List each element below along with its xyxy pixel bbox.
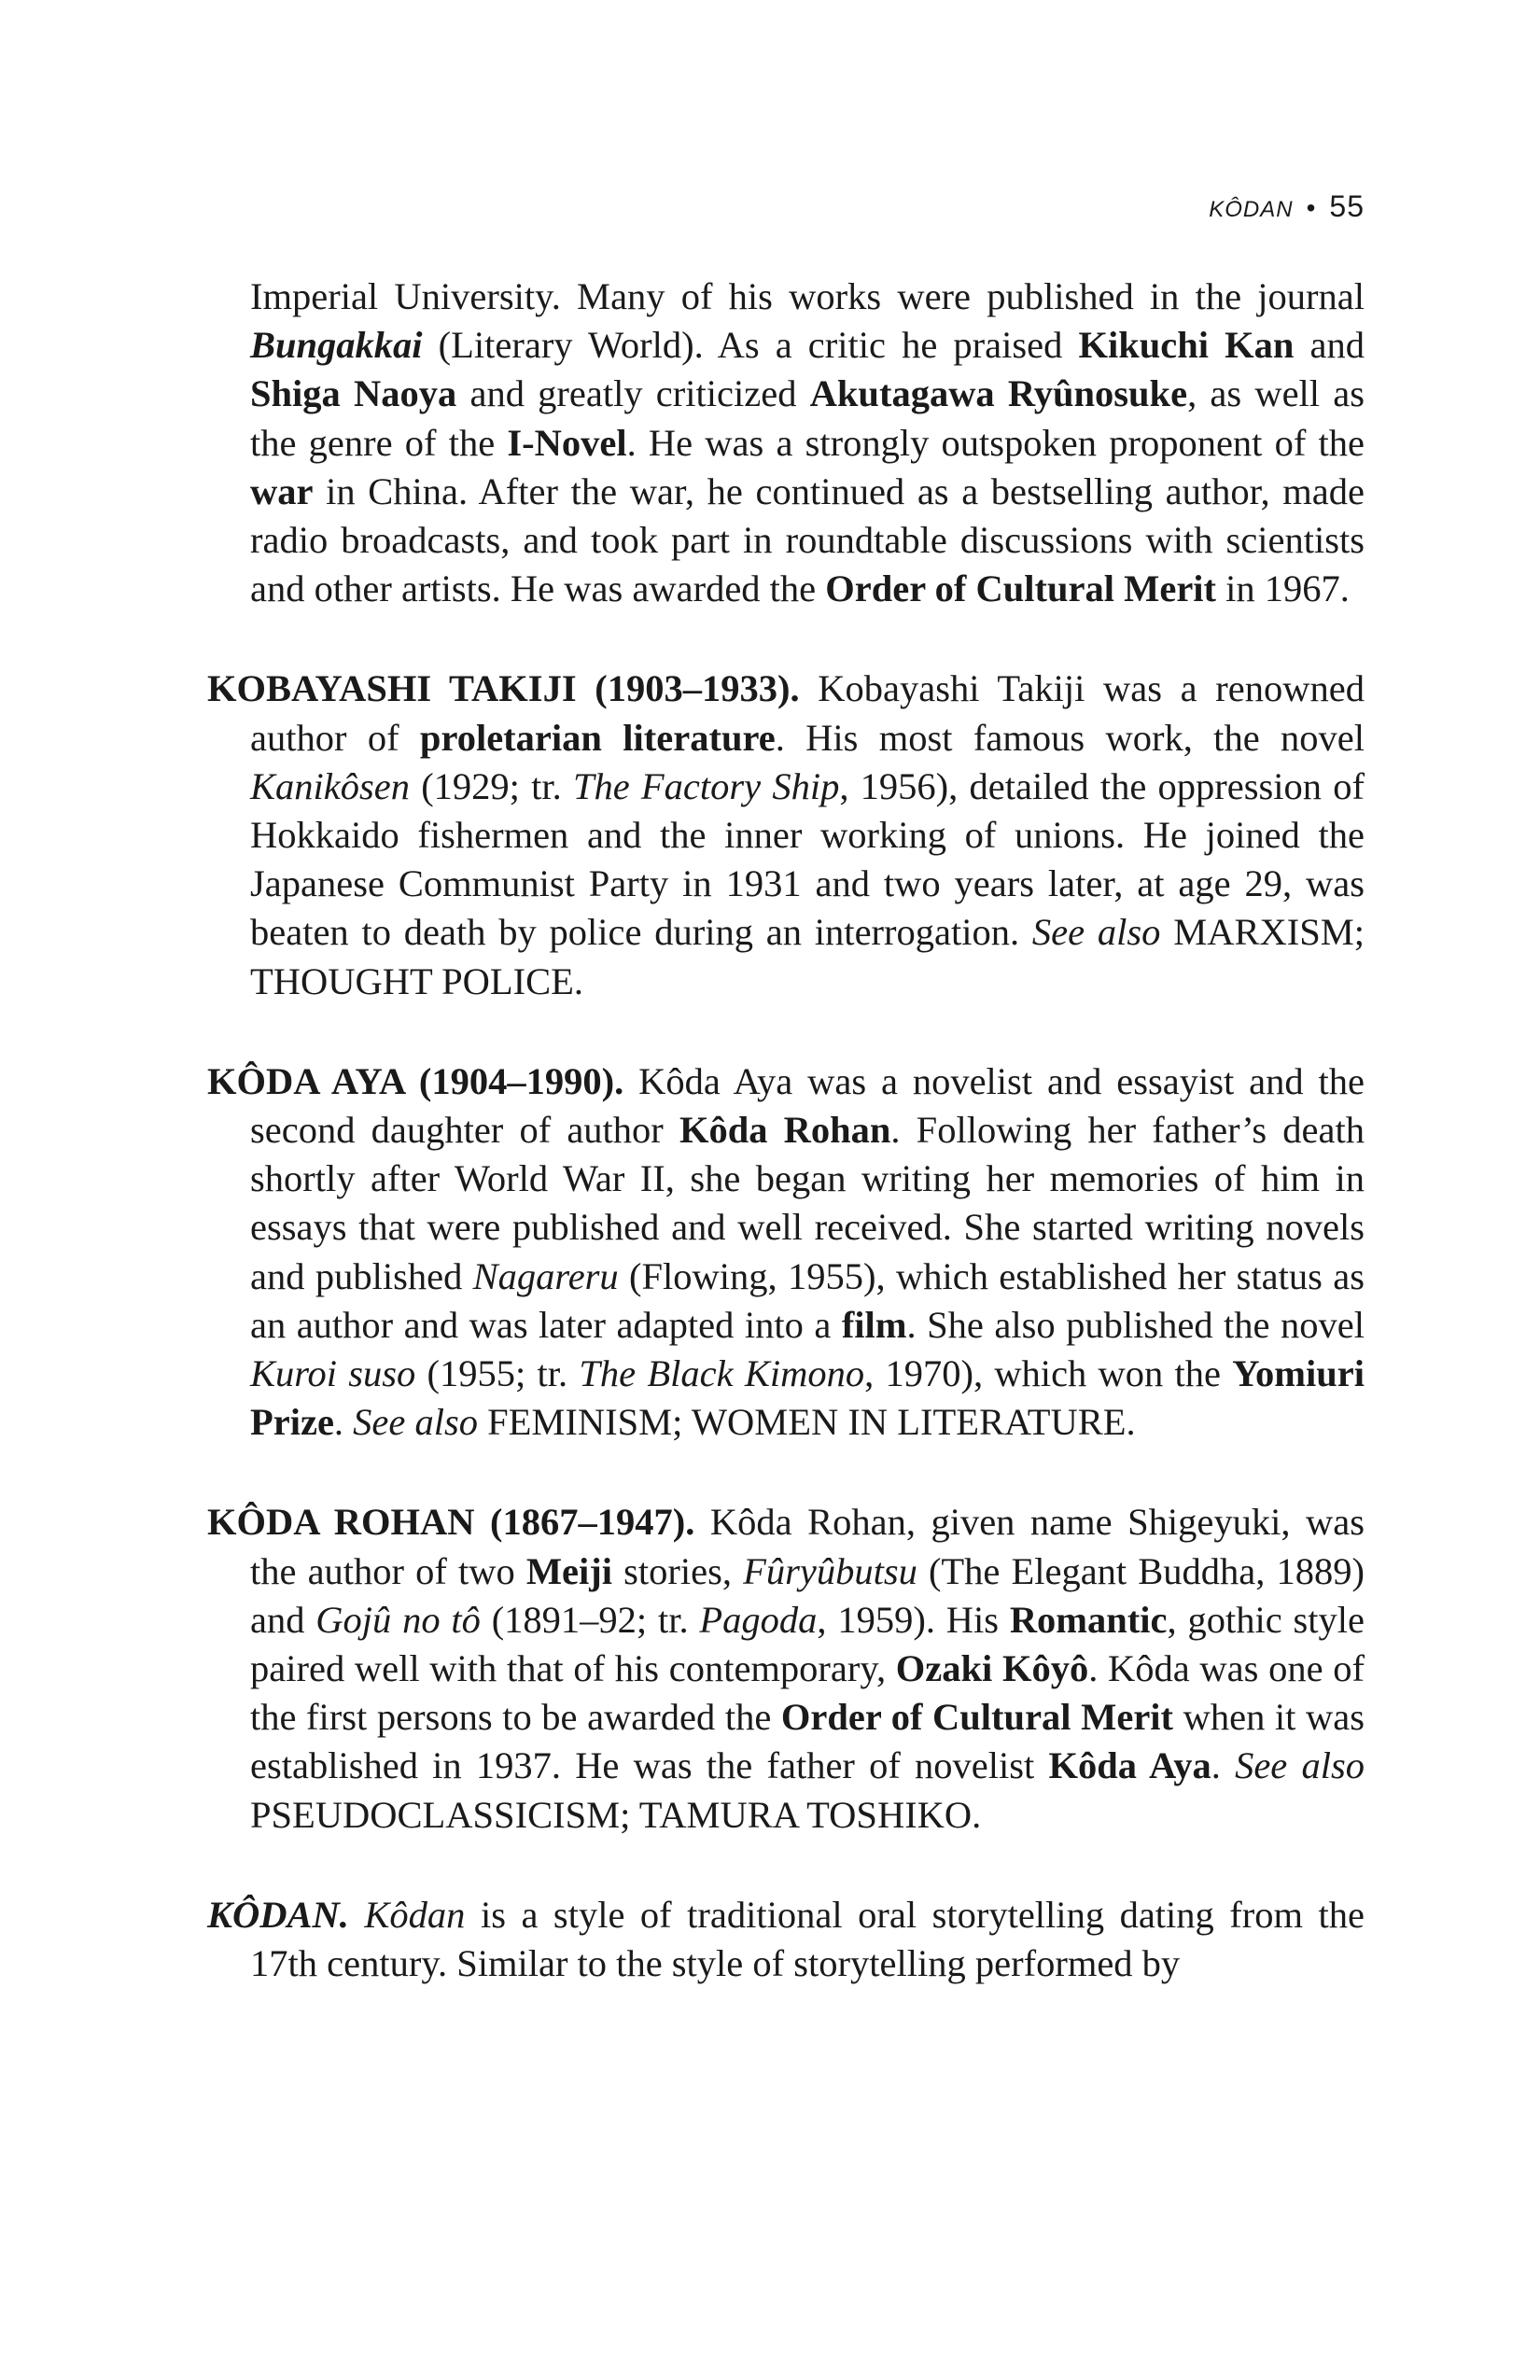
- running-head-bullet: •: [1306, 193, 1317, 222]
- page-number: 55: [1329, 189, 1365, 223]
- work-title: Nagareru: [472, 1254, 619, 1297]
- running-head-title: KÔDAN: [1209, 197, 1294, 222]
- entry-kobayashi-takiji: [207, 665, 1365, 1005]
- work-title: Kuroi suso: [250, 1352, 416, 1395]
- cross-reference: Meiji: [525, 1549, 613, 1592]
- running-head: [1209, 189, 1365, 224]
- text-run: , 1970), which won the: [864, 1352, 1233, 1395]
- see-also-targets: MARXISM; THOUGHT POLICE.: [250, 911, 1365, 1002]
- text-run: (1891–92; tr.: [480, 1598, 700, 1641]
- entry-kodan: [207, 1891, 1365, 1988]
- text-run: (Literary World). As a critic he praised: [422, 324, 1079, 367]
- see-also-label: See also: [1031, 911, 1161, 954]
- cross-reference: Order of Cultural Merit: [780, 1696, 1174, 1739]
- text-run: , as well as the genre of the: [250, 372, 1365, 464]
- text-run: Kôda Rohan, given name Shigeyuki, was the author of two: [250, 1501, 1365, 1592]
- text-run: (The Elegant Buddha, 1889) and: [250, 1549, 1365, 1641]
- cross-reference: Order of Cultural Merit: [825, 567, 1217, 610]
- entry-headword: KÔDAN.: [207, 1893, 349, 1936]
- journal-title: Bungakkai: [250, 324, 423, 367]
- text-run: when it was established in 1937. He was the father of novelist: [250, 1696, 1365, 1787]
- cross-reference: Yomiuri Prize: [250, 1352, 1365, 1444]
- text-run: in 1967.: [1216, 567, 1350, 610]
- entry-koda-rohan: [207, 1498, 1365, 1839]
- text-run: . He was a strongly outspoken proponent of the: [626, 421, 1365, 464]
- text-run: (Flowing, 1955), which established her status as an author and was later adapted into a: [250, 1254, 1365, 1346]
- term: Kôdan: [364, 1893, 466, 1936]
- entry-continuation: [207, 273, 1365, 613]
- work-title: Fûryûbutsu: [743, 1549, 917, 1592]
- entry-headword: KOBAYASHI TAKIJI (1903–1933).: [207, 667, 800, 710]
- text-run: , 1956), detailed the oppression of Hokkaido fishermen and the inner working of unions. He joined the Japanese Communist Party in 1931 and two years later, at age 29, was beaten to death by police during an interrogation.: [250, 764, 1365, 954]
- cross-reference: Shiga Naoya: [250, 372, 457, 415]
- cross-reference: Kôda Aya: [1048, 1744, 1211, 1787]
- entry-headword: KÔDA ROHAN (1867–1947).: [207, 1501, 695, 1544]
- text-run: Imperial University. Many of his works were published in the journal: [250, 275, 1365, 317]
- see-also-targets: PSEUDOCLASSICISM; TAMURA TOSHIKO.: [250, 1793, 982, 1836]
- text-run: in China. After the war, he continued as a bestselling author, made radio broadcasts, and took part in roundtable discussions with scientists and other artists. He was awarded the: [250, 469, 1365, 610]
- text-run: , 1959). His: [817, 1598, 1010, 1641]
- entry-headword: KÔDA AYA (1904–1990).: [207, 1059, 624, 1102]
- see-also-label: See also: [1235, 1744, 1365, 1787]
- text-run: . Kôda was one of the first persons to be awarded the: [250, 1647, 1365, 1739]
- work-title: Kanikôsen: [250, 764, 410, 807]
- text-run: .: [1211, 1744, 1236, 1787]
- text-run: [349, 1894, 365, 1936]
- see-also-targets: FEMINISM; WOMEN IN LITERATURE.: [478, 1401, 1136, 1444]
- see-also-label: See also: [353, 1401, 479, 1444]
- work-title: Gojû no tô: [315, 1598, 481, 1641]
- text-run: , gothic style paired well with that of his contemporary,: [250, 1598, 1365, 1690]
- text-run: Kobayashi Takiji was a renowned author of: [250, 667, 1365, 759]
- text-run: and greatly criticized: [456, 372, 810, 415]
- cross-reference: Romantic: [1009, 1598, 1168, 1641]
- cross-reference: proletarian literature: [419, 716, 776, 759]
- work-title: The Factory Ship: [572, 764, 840, 807]
- dictionary-text: [207, 273, 1365, 2039]
- text-run: Kôda Aya was a novelist and essayist and the second daughter of author: [250, 1059, 1365, 1152]
- work-title: Pagoda: [699, 1598, 818, 1641]
- cross-reference: Kikuchi Kan: [1078, 324, 1295, 367]
- text-run: (1955; tr.: [415, 1352, 580, 1395]
- cross-reference: Kôda Rohan: [679, 1109, 891, 1152]
- text-run: .: [333, 1401, 354, 1444]
- cross-reference: film: [841, 1303, 907, 1346]
- work-title: The Black Kimono: [579, 1352, 865, 1395]
- entry-koda-aya: [207, 1057, 1365, 1448]
- text-run: . His most famous work, the novel: [775, 716, 1365, 759]
- cross-reference: I-Novel: [507, 421, 627, 464]
- cross-reference: Ozaki Kôyô: [895, 1647, 1089, 1690]
- text-run: . She also published the novel: [906, 1303, 1365, 1346]
- text-run: (1929; tr.: [409, 764, 573, 807]
- text-run: . Following her father’s death shortly after World War II, she began writing her memories of him in essays that were published and well received. She started writing novels and published: [250, 1109, 1365, 1297]
- text-run: stories,: [612, 1549, 744, 1592]
- text-run: is a style of traditional oral storytelling dating from the 17th century. Similar to the style of storytelling performed by: [250, 1893, 1365, 1985]
- cross-reference: war: [250, 469, 314, 512]
- cross-reference: Akutagawa Ryûnosuke: [809, 372, 1188, 415]
- text-run: and: [1294, 324, 1365, 367]
